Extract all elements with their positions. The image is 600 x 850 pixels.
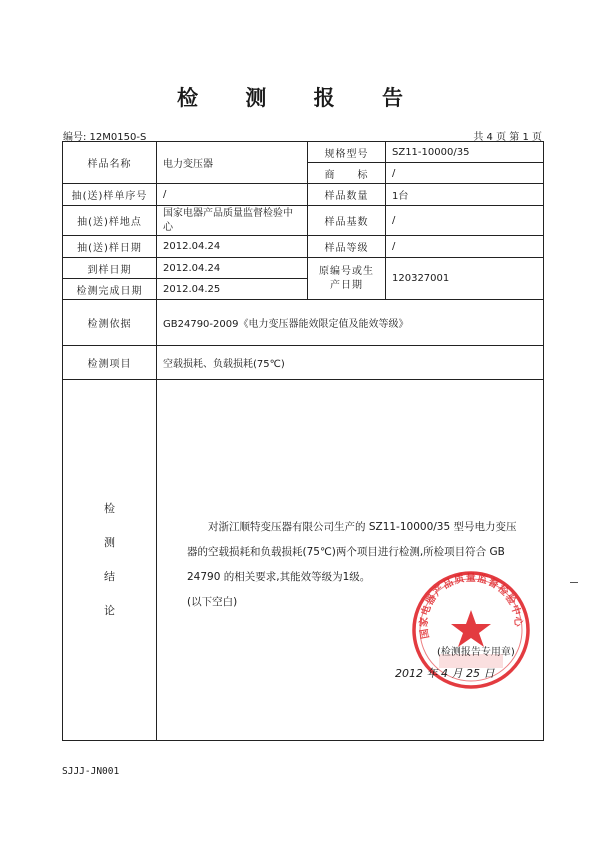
label-conclusion [63, 380, 157, 741]
label-sampling-order-no: 抽(送)样单序号 [63, 184, 157, 206]
label-sample-name: 样品名称 [63, 142, 157, 184]
value-sampling-order-no: / [157, 184, 308, 206]
label-model: 规格型号 [308, 142, 386, 163]
conclusion-text: 对浙江顺特变压器有限公司生产的 SZ11-10000/35 型号电力变压器的空载损耗和负载损耗(75℃)两个项目进行检测,所检项目符合 GB 24790 的相关要求,其能效等级为1级。 [187, 521, 517, 583]
value-sample-quantity: 1台 [386, 184, 544, 206]
value-sampling-date: 2012.04.24 [157, 236, 308, 258]
conclusion-cell [157, 380, 544, 741]
value-trademark: / [386, 163, 544, 184]
table-row [63, 258, 544, 279]
conclusion-note: (以下空白) [187, 596, 238, 608]
table-row [63, 300, 544, 346]
svg-text:国家电器产品质量监督检验中心: 国家电器产品质量监督检验中心 [418, 572, 524, 640]
page-info: 共 4 页 第 1 页 [473, 132, 542, 143]
label-completion-date: 检测完成日期 [63, 279, 157, 300]
conclusion-label-char: 测 [104, 536, 115, 549]
label-arrival-date: 到样日期 [63, 258, 157, 279]
label-test-items: 检测项目 [63, 346, 157, 380]
stamp-date: 2012 年 4 月 25 日 [395, 667, 495, 680]
table-row [63, 236, 544, 258]
table-row [63, 142, 544, 163]
label-sample-quantity: 样品数量 [308, 184, 386, 206]
value-arrival-date: 2012.04.24 [157, 258, 308, 279]
value-sampling-place: 国家电器产品质量监督检验中心 [157, 206, 308, 236]
label-test-basis: 检测依据 [63, 300, 157, 346]
value-sample-base: / [386, 206, 544, 236]
value-test-items: 空载损耗、负载损耗(75℃) [157, 346, 544, 380]
value-sample-name: 电力变压器 [157, 142, 308, 184]
label-sample-base: 样品基数 [308, 206, 386, 236]
value-original-no: 120327001 [386, 258, 544, 300]
label-sampling-date: 抽(送)样日期 [63, 236, 157, 258]
table-row [63, 206, 544, 236]
conclusion-label-char: 论 [104, 604, 115, 617]
value-model: SZ11-10000/35 [386, 142, 544, 163]
label-original-no: 原编号或生产日期 [308, 258, 386, 300]
table-row [63, 380, 544, 741]
report-title: 检 测 报 告 [177, 86, 423, 110]
value-test-basis: GB24790-2009《电力变压器能效限定值及能效等级》 [157, 300, 544, 346]
stamp-label: (检测报告专用章) [437, 647, 515, 658]
label-sample-grade: 样品等级 [308, 236, 386, 258]
form-code: SJJJ-JN001 [62, 766, 120, 777]
table-row [63, 346, 544, 380]
report-number: 编号: 12M0150-S [63, 132, 147, 143]
table-row [63, 184, 544, 206]
report-table [62, 141, 544, 741]
value-sample-grade: / [386, 236, 544, 258]
label-trademark: 商 标 [308, 163, 386, 184]
label-sampling-place: 抽(送)样地点 [63, 206, 157, 236]
conclusion-label-char: 检 [104, 502, 115, 515]
conclusion-label-char: 结 [104, 570, 115, 583]
value-completion-date: 2012.04.25 [157, 279, 308, 300]
margin-mark [570, 582, 578, 583]
